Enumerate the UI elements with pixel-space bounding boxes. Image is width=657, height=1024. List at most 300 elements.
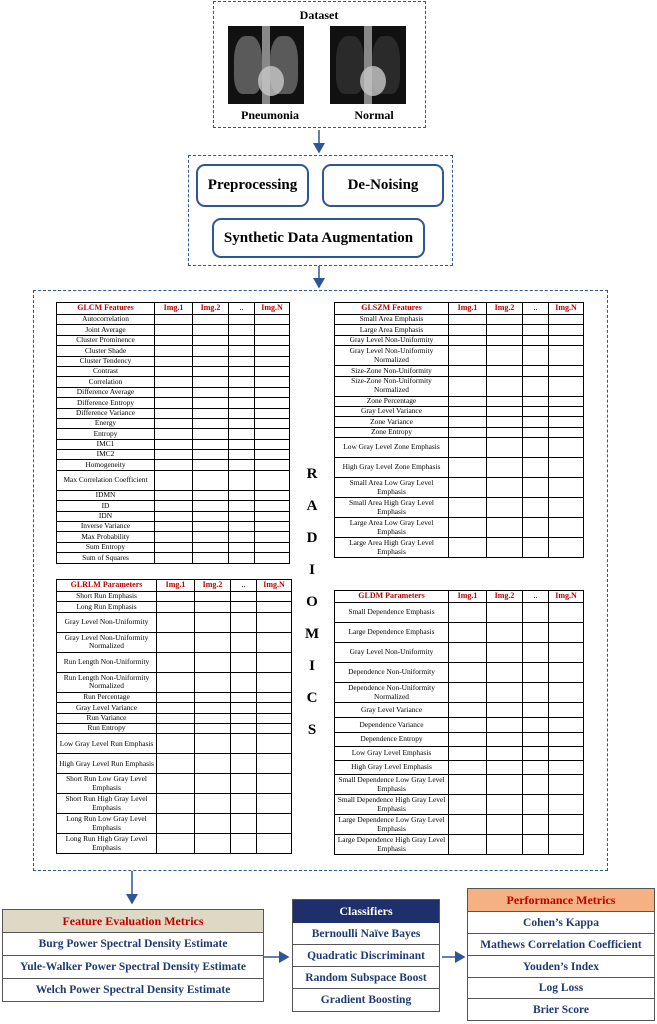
glszm-features-table xyxy=(334,302,584,558)
empty-cell xyxy=(155,542,193,552)
table-row xyxy=(57,834,292,854)
empty-cell xyxy=(523,835,549,855)
performance-item-youden: Youden’s Index xyxy=(468,956,654,978)
empty-cell xyxy=(229,325,255,335)
table-row xyxy=(335,643,584,663)
empty-cell xyxy=(487,325,523,335)
table-row xyxy=(57,398,290,408)
empty-cell xyxy=(523,346,549,366)
empty-cell xyxy=(195,692,231,702)
feature-name: High Gray Level Run Emphasis xyxy=(57,754,157,774)
empty-cell xyxy=(449,315,487,325)
performance-item-brier: Brier Score xyxy=(532,1003,590,1016)
feature-name: IMC2 xyxy=(57,450,155,460)
empty-cell xyxy=(157,774,195,794)
feature-name: Small Dependence Low Gray Level Emphasis xyxy=(335,775,449,795)
empty-cell xyxy=(155,511,193,521)
table-row xyxy=(57,418,290,428)
empty-cell xyxy=(449,325,487,335)
empty-cell xyxy=(193,335,229,345)
empty-cell xyxy=(549,427,584,437)
empty-cell xyxy=(229,366,255,376)
table-row xyxy=(57,387,290,397)
feature-name: Gray Level Variance xyxy=(335,703,449,718)
table-row xyxy=(57,501,290,511)
radiomics-letter: M xyxy=(305,626,320,642)
empty-cell xyxy=(195,672,231,692)
empty-cell xyxy=(229,398,255,408)
image-column-header: .. xyxy=(523,303,549,315)
empty-cell xyxy=(449,406,487,416)
empty-cell xyxy=(523,718,549,733)
feature-name: Difference Entropy xyxy=(57,398,155,408)
empty-cell xyxy=(193,522,229,532)
empty-cell xyxy=(231,703,257,713)
empty-cell xyxy=(155,553,193,563)
empty-cell xyxy=(449,703,487,718)
feature-name: Zone Variance xyxy=(335,417,449,427)
empty-cell xyxy=(155,315,193,325)
feature-name: Energy xyxy=(57,418,155,428)
empty-cell xyxy=(193,366,229,376)
empty-cell xyxy=(195,814,231,834)
empty-cell xyxy=(157,692,195,702)
image-column-header: Img.2 xyxy=(195,580,231,592)
empty-cell xyxy=(229,315,255,325)
image-column-header: Img.N xyxy=(549,591,584,603)
empty-cell xyxy=(231,754,257,774)
feature-name: Large Dependence High Gray Level Emphasis xyxy=(335,835,449,855)
empty-cell xyxy=(255,429,290,439)
table-row xyxy=(57,754,292,774)
empty-cell xyxy=(255,542,290,552)
empty-cell xyxy=(193,501,229,511)
empty-cell xyxy=(549,835,584,855)
table-row xyxy=(57,542,290,552)
feature-name: Run Entropy xyxy=(57,723,157,733)
radiomics-letter: S xyxy=(307,722,317,738)
table-row xyxy=(57,814,292,834)
empty-cell xyxy=(255,522,290,532)
table-row xyxy=(57,632,292,652)
performance-item-kappa: Cohen’s Kappa xyxy=(468,912,654,934)
feature-evaluation-box xyxy=(2,909,264,1002)
table-row xyxy=(335,815,584,835)
empty-cell xyxy=(255,366,290,376)
empty-cell xyxy=(523,775,549,795)
classifier-item-bernoulli: Bernoulli Naïve Bayes xyxy=(293,923,439,945)
empty-cell xyxy=(157,703,195,713)
empty-cell xyxy=(549,498,584,518)
empty-cell xyxy=(193,553,229,563)
feature-name: Dependence Entropy xyxy=(335,733,449,747)
table-row xyxy=(335,623,584,643)
empty-cell xyxy=(231,713,257,723)
table-row xyxy=(57,356,290,366)
performance-item-mcc: Mathews Correlation Coefficient xyxy=(468,934,654,956)
empty-cell xyxy=(193,377,229,387)
table-row xyxy=(335,795,584,815)
image-column-header: Img.1 xyxy=(449,303,487,315)
empty-cell xyxy=(549,795,584,815)
empty-cell xyxy=(257,632,292,652)
empty-cell xyxy=(549,733,584,747)
empty-cell xyxy=(549,603,584,623)
feature-name: Size-Zone Non-Uniformity Normalized xyxy=(335,376,449,396)
feature-name: Low Gray Level Emphasis xyxy=(335,747,449,761)
feature-name: Cluster Tendency xyxy=(57,356,155,366)
empty-cell xyxy=(157,734,195,754)
empty-cell xyxy=(449,775,487,795)
empty-cell xyxy=(549,438,584,458)
empty-cell xyxy=(549,718,584,733)
table-row xyxy=(57,692,292,702)
table-row xyxy=(57,408,290,418)
table-row xyxy=(335,325,584,335)
feature-name: Run Length Non-Uniformity Normalized xyxy=(57,672,157,692)
image-column-header: Img.1 xyxy=(155,303,193,315)
empty-cell xyxy=(155,501,193,511)
empty-cell xyxy=(523,643,549,663)
empty-cell xyxy=(549,417,584,427)
empty-cell xyxy=(549,376,584,396)
empty-cell xyxy=(231,794,257,814)
table-row xyxy=(57,315,290,325)
empty-cell xyxy=(229,356,255,366)
empty-cell xyxy=(487,518,523,538)
empty-cell xyxy=(193,490,229,500)
empty-cell xyxy=(195,713,231,723)
empty-cell xyxy=(229,439,255,449)
empty-cell xyxy=(193,511,229,521)
empty-cell xyxy=(255,532,290,542)
empty-cell xyxy=(193,346,229,356)
table-row xyxy=(335,335,584,345)
table-row xyxy=(57,713,292,723)
feature-name: Large Dependence Low Gray Level Emphasis xyxy=(335,815,449,835)
empty-cell xyxy=(487,747,523,761)
feature-name: Run Percentage xyxy=(57,692,157,702)
empty-cell xyxy=(193,356,229,366)
empty-cell xyxy=(193,460,229,470)
empty-cell xyxy=(449,683,487,703)
empty-cell xyxy=(523,603,549,623)
empty-cell xyxy=(193,429,229,439)
empty-cell xyxy=(549,518,584,538)
empty-cell xyxy=(523,458,549,478)
empty-cell xyxy=(155,356,193,366)
feature-name: Short Run Emphasis xyxy=(57,592,157,602)
empty-cell xyxy=(255,325,290,335)
empty-cell xyxy=(255,346,290,356)
feature-name: Dependence Non-Uniformity xyxy=(335,663,449,683)
empty-cell xyxy=(229,335,255,345)
image-column-header: Img.N xyxy=(257,580,292,592)
table-title: GLRLM Parameters xyxy=(57,580,157,592)
feature-name: Run Length Non-Uniformity xyxy=(57,652,157,672)
empty-cell xyxy=(157,834,195,854)
feature-name: Gray Level Non-Uniformity Normalized xyxy=(335,346,449,366)
empty-cell xyxy=(157,814,195,834)
empty-cell xyxy=(255,450,290,460)
table-row xyxy=(57,470,290,490)
empty-cell xyxy=(523,795,549,815)
table-row xyxy=(335,478,584,498)
empty-cell xyxy=(229,470,255,490)
empty-cell xyxy=(449,538,487,558)
empty-cell xyxy=(155,387,193,397)
feature-name: Small Dependence High Gray Level Emphasis xyxy=(335,795,449,815)
empty-cell xyxy=(523,376,549,396)
empty-cell xyxy=(523,518,549,538)
image-column-header: .. xyxy=(523,591,549,603)
table-row xyxy=(335,406,584,416)
empty-cell xyxy=(549,366,584,376)
table-row xyxy=(335,683,584,703)
empty-cell xyxy=(487,603,523,623)
empty-cell xyxy=(487,438,523,458)
empty-cell xyxy=(155,408,193,418)
feature-name: Short Run High Gray Level Emphasis xyxy=(57,794,157,814)
empty-cell xyxy=(449,366,487,376)
empty-cell xyxy=(231,834,257,854)
empty-cell xyxy=(449,438,487,458)
empty-cell xyxy=(257,713,292,723)
empty-cell xyxy=(449,663,487,683)
empty-cell xyxy=(255,470,290,490)
empty-cell xyxy=(257,592,292,602)
empty-cell xyxy=(195,774,231,794)
feature-name: Max Probability xyxy=(57,532,155,542)
glcm-features-table xyxy=(56,302,290,564)
table-row xyxy=(57,439,290,449)
image-column-header: .. xyxy=(229,303,255,315)
empty-cell xyxy=(549,775,584,795)
table-row xyxy=(335,538,584,558)
empty-cell xyxy=(549,406,584,416)
feature-name: Small Area Low Gray Level Emphasis xyxy=(335,478,449,498)
table-row xyxy=(57,774,292,794)
empty-cell xyxy=(449,603,487,623)
table-row xyxy=(335,663,584,683)
table-row xyxy=(335,518,584,538)
performance-box xyxy=(467,888,655,1021)
table-row xyxy=(335,775,584,795)
feature-name: Size-Zone Non-Uniformity xyxy=(335,366,449,376)
empty-cell xyxy=(255,553,290,563)
empty-cell xyxy=(231,592,257,602)
empty-cell xyxy=(487,478,523,498)
empty-cell xyxy=(229,450,255,460)
radiomics-letter: C xyxy=(306,690,318,706)
feature-name: Long Run Low Gray Level Emphasis xyxy=(57,814,157,834)
feature-name: IDMN xyxy=(57,490,155,500)
empty-cell xyxy=(487,683,523,703)
table-row xyxy=(57,612,292,632)
empty-cell xyxy=(157,794,195,814)
gldm-parameters-table xyxy=(334,590,584,855)
empty-cell xyxy=(257,794,292,814)
table-row xyxy=(335,835,584,855)
empty-cell xyxy=(449,417,487,427)
empty-cell xyxy=(255,356,290,366)
empty-cell xyxy=(487,775,523,795)
empty-cell xyxy=(487,498,523,518)
feature-name: Difference Average xyxy=(57,387,155,397)
empty-cell xyxy=(523,703,549,718)
feature-evaluation-title: Feature Evaluation Metrics xyxy=(3,910,263,933)
table-row xyxy=(57,377,290,387)
empty-cell xyxy=(487,427,523,437)
feature-name: Inverse Variance xyxy=(57,522,155,532)
empty-cell xyxy=(523,683,549,703)
table-row xyxy=(57,522,290,532)
empty-cell xyxy=(449,747,487,761)
empty-cell xyxy=(487,761,523,775)
table-row xyxy=(57,703,292,713)
empty-cell xyxy=(157,602,195,612)
empty-cell xyxy=(487,335,523,345)
preprocessing-box xyxy=(188,155,453,266)
feature-name: Small Dependence Emphasis xyxy=(335,603,449,623)
feature-name: Gray Level Non-Uniformity Normalized xyxy=(57,632,157,652)
feature-name: High Gray Level Emphasis xyxy=(335,761,449,775)
empty-cell xyxy=(195,592,231,602)
table-row xyxy=(335,718,584,733)
empty-cell xyxy=(523,366,549,376)
empty-cell xyxy=(229,387,255,397)
empty-cell xyxy=(231,632,257,652)
feature-name: Long Run High Gray Level Emphasis xyxy=(57,834,157,854)
empty-cell xyxy=(549,623,584,643)
table-row xyxy=(335,761,584,775)
empty-cell xyxy=(195,612,231,632)
feature-name: Large Dependence Emphasis xyxy=(335,623,449,643)
empty-cell xyxy=(193,325,229,335)
empty-cell xyxy=(255,460,290,470)
feature-name: Low Gray Level Run Emphasis xyxy=(57,734,157,754)
empty-cell xyxy=(549,396,584,406)
empty-cell xyxy=(195,632,231,652)
empty-cell xyxy=(549,478,584,498)
empty-cell xyxy=(155,366,193,376)
image-column-header: Img.2 xyxy=(487,303,523,315)
feature-name: IMC1 xyxy=(57,439,155,449)
empty-cell xyxy=(193,542,229,552)
pneumonia-label: Pneumonia xyxy=(240,108,299,122)
image-column-header: Img.2 xyxy=(193,303,229,315)
empty-cell xyxy=(155,532,193,542)
empty-cell xyxy=(523,747,549,761)
preprocessing-step: Preprocessing xyxy=(196,164,309,207)
table-row xyxy=(57,723,292,733)
empty-cell xyxy=(257,774,292,794)
radiomics-letter: I xyxy=(309,658,315,674)
empty-cell xyxy=(257,734,292,754)
empty-cell xyxy=(487,643,523,663)
feature-name: Correlation xyxy=(57,377,155,387)
empty-cell xyxy=(157,672,195,692)
empty-cell xyxy=(449,498,487,518)
empty-cell xyxy=(449,478,487,498)
empty-cell xyxy=(231,723,257,733)
empty-cell xyxy=(487,376,523,396)
empty-cell xyxy=(155,439,193,449)
empty-cell xyxy=(229,511,255,521)
empty-cell xyxy=(229,346,255,356)
feature-name: Dependence Non-Uniformity Normalized xyxy=(335,683,449,703)
radiomics-letter: R xyxy=(306,466,318,482)
denoising-step: De-Noising xyxy=(322,164,444,207)
empty-cell xyxy=(549,643,584,663)
image-column-header: Img.2 xyxy=(487,591,523,603)
radiomics-letter: I xyxy=(309,562,315,578)
empty-cell xyxy=(549,458,584,478)
table-row xyxy=(335,346,584,366)
empty-cell xyxy=(549,761,584,775)
empty-cell xyxy=(157,592,195,602)
feature-name: Joint Average xyxy=(57,325,155,335)
table-row xyxy=(57,346,290,356)
feature-name: Gray Level Variance xyxy=(335,406,449,416)
empty-cell xyxy=(195,754,231,774)
empty-cell xyxy=(449,795,487,815)
empty-cell xyxy=(449,643,487,663)
empty-cell xyxy=(523,335,549,345)
feature-name: Sum Entropy xyxy=(57,542,155,552)
empty-cell xyxy=(449,815,487,835)
table-row xyxy=(57,734,292,754)
empty-cell xyxy=(231,814,257,834)
empty-cell xyxy=(229,553,255,563)
empty-cell xyxy=(257,814,292,834)
radiomics-letter: O xyxy=(306,594,318,610)
table-row xyxy=(335,427,584,437)
table-row xyxy=(335,458,584,478)
feature-name: Gray Level Variance xyxy=(57,703,157,713)
feature-name: Small Area High Gray Level Emphasis xyxy=(335,498,449,518)
dataset-title: Dataset xyxy=(299,8,339,22)
empty-cell xyxy=(255,418,290,428)
table-row xyxy=(57,652,292,672)
feature-name: Large Area Emphasis xyxy=(335,325,449,335)
table-row xyxy=(57,450,290,460)
empty-cell xyxy=(449,396,487,406)
feature-name: Gray Level Non-Uniformity xyxy=(335,335,449,345)
empty-cell xyxy=(231,652,257,672)
empty-cell xyxy=(549,683,584,703)
classifiers-box xyxy=(292,899,440,1012)
empty-cell xyxy=(487,538,523,558)
empty-cell xyxy=(257,703,292,713)
table-row xyxy=(335,703,584,718)
empty-cell xyxy=(549,325,584,335)
empty-cell xyxy=(523,498,549,518)
empty-cell xyxy=(487,815,523,835)
empty-cell xyxy=(523,396,549,406)
empty-cell xyxy=(155,450,193,460)
empty-cell xyxy=(231,734,257,754)
empty-cell xyxy=(523,427,549,437)
empty-cell xyxy=(487,315,523,325)
image-column-header: Img.1 xyxy=(157,580,195,592)
empty-cell xyxy=(523,325,549,335)
empty-cell xyxy=(257,602,292,612)
empty-cell xyxy=(449,376,487,396)
feature-name: Cluster Prominence xyxy=(57,335,155,345)
empty-cell xyxy=(155,429,193,439)
feature-name: Zone Entropy xyxy=(335,427,449,437)
